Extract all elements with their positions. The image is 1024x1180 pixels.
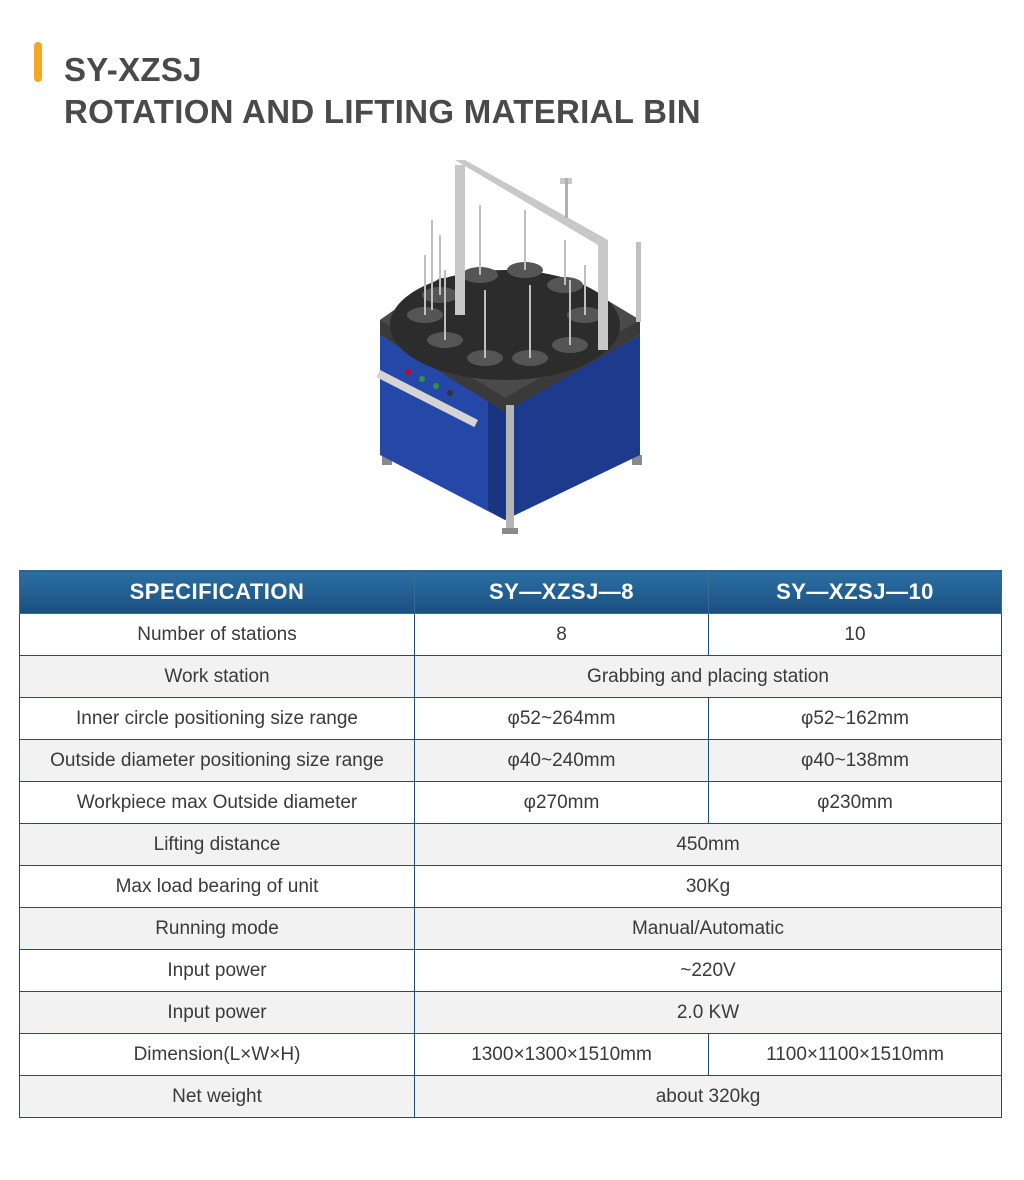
- row-label: Inner circle positioning size range: [20, 698, 415, 740]
- table-row: [20, 698, 1002, 740]
- value-sy-xzsj-8: φ40~240mm: [415, 740, 709, 782]
- table-row: [20, 614, 1002, 656]
- row-label: Running mode: [20, 908, 415, 950]
- value-sy-xzsj-10: φ40~138mm: [709, 740, 1002, 782]
- table-row: [20, 992, 1002, 1034]
- value-sy-xzsj-10: φ230mm: [709, 782, 1002, 824]
- value-merged: about 320kg: [415, 1076, 1002, 1118]
- table-row: [20, 1076, 1002, 1118]
- value-merged: 2.0 KW: [415, 992, 1002, 1034]
- value-merged: Grabbing and placing station: [415, 656, 1002, 698]
- table-header-row: [20, 571, 1002, 614]
- title-accent-bar: [34, 42, 42, 82]
- row-label: Dimension(L×W×H): [20, 1034, 415, 1076]
- value-sy-xzsj-10: φ52~162mm: [709, 698, 1002, 740]
- table-row: [20, 1034, 1002, 1076]
- product-name-title: ROTATION AND LIFTING MATERIAL BIN: [64, 93, 701, 130]
- row-label: Input power: [20, 950, 415, 992]
- table-row: [20, 740, 1002, 782]
- table-row: [20, 908, 1002, 950]
- row-label: Workpiece max Outside diameter: [20, 782, 415, 824]
- value-sy-xzsj-8: 1300×1300×1510mm: [415, 1034, 709, 1076]
- row-label: Outside diameter positioning size range: [20, 740, 415, 782]
- value-merged: Manual/Automatic: [415, 908, 1002, 950]
- page-title: [64, 50, 701, 132]
- row-label: Max load bearing of unit: [20, 866, 415, 908]
- value-merged: 30Kg: [415, 866, 1002, 908]
- row-label: Number of stations: [20, 614, 415, 656]
- row-label: Net weight: [20, 1076, 415, 1118]
- value-merged: ~220V: [415, 950, 1002, 992]
- row-label: Input power: [20, 992, 415, 1034]
- row-label: Work station: [20, 656, 415, 698]
- table-row: [20, 866, 1002, 908]
- table-row: [20, 950, 1002, 992]
- column-header-sy-xzsj-8: SY—XZSJ—8: [415, 571, 709, 614]
- value-sy-xzsj-8: φ52~264mm: [415, 698, 709, 740]
- table-row: [20, 656, 1002, 698]
- column-header-specification: SPECIFICATION: [20, 571, 415, 614]
- row-label: Lifting distance: [20, 824, 415, 866]
- value-sy-xzsj-8: φ270mm: [415, 782, 709, 824]
- value-sy-xzsj-8: 8: [415, 614, 709, 656]
- table-row: [20, 824, 1002, 866]
- value-sy-xzsj-10: 10: [709, 614, 1002, 656]
- model-title: SY-XZSJ: [64, 51, 202, 88]
- table-row: [20, 782, 1002, 824]
- value-sy-xzsj-10: 1100×1100×1510mm: [709, 1034, 1002, 1076]
- specification-table: [19, 570, 1002, 1118]
- column-header-sy-xzsj-10: SY—XZSJ—10: [709, 571, 1002, 614]
- material-bin-machine-image: [370, 150, 660, 545]
- value-merged: 450mm: [415, 824, 1002, 866]
